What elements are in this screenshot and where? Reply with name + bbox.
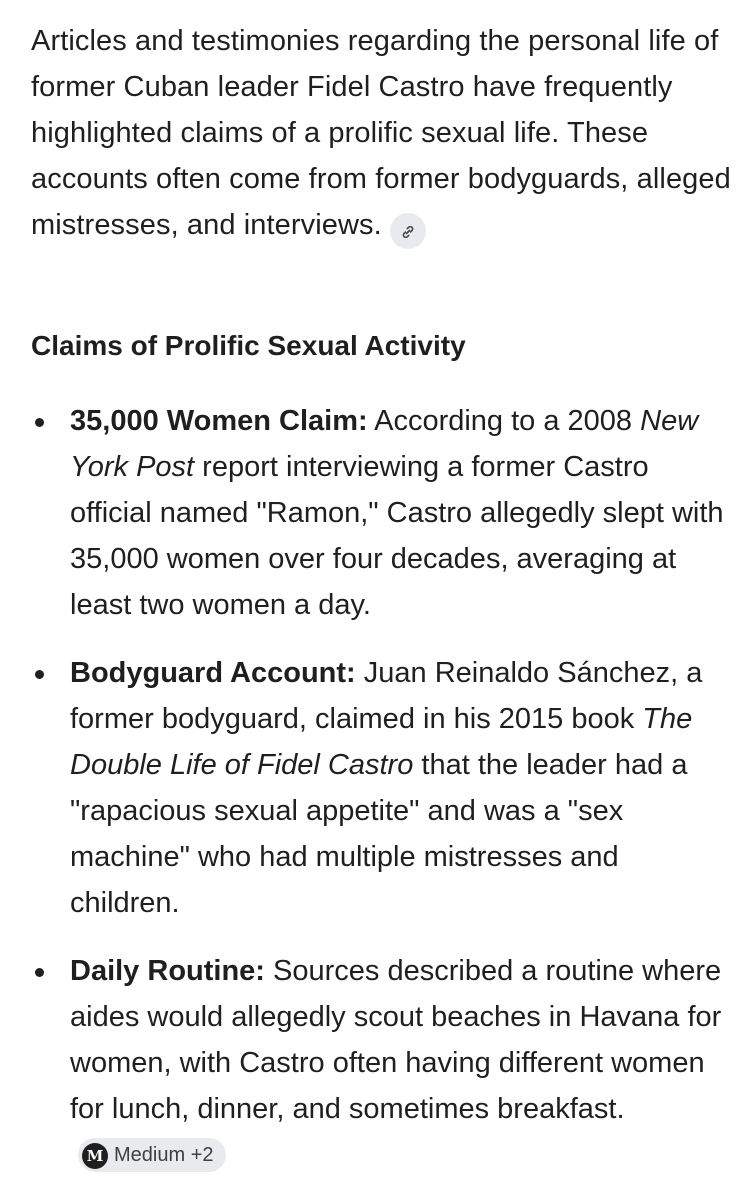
claim-text: According to a 2008 (367, 405, 641, 437)
claim-text: Juan Reinaldo Sánchez, a former bodyguard, claimed in his 2015 book (70, 657, 703, 735)
claim-italic-source: New York Post (70, 405, 699, 483)
intro-text: Articles and testimonies regarding the personal life of former Cuban leader Fidel Castro have frequently highlighted claims of a prolific sexual life. These accounts often come from former bodyguards, alleged mistresses, and interviews. (31, 25, 731, 241)
claim-title: 35,000 Women Claim: (70, 405, 368, 437)
bullet-dot (35, 968, 44, 977)
claim-italic-book: The Double Life of Fidel Castro (70, 703, 693, 781)
claims-list (31, 398, 731, 1200)
claim-text: Sources described a routine where aides would allegedly scout beaches in Havana for women, with Castro often having different women for lunch, dinner, and sometimes breakfast. (70, 955, 722, 1125)
list-item (31, 398, 731, 628)
list-item (31, 948, 731, 1178)
medium-logo-icon: M (82, 1143, 108, 1169)
response-content (31, 18, 731, 1166)
claim-title: Bodyguard Account: (70, 657, 356, 689)
claim-title: Daily Routine: (70, 955, 265, 987)
list-item (31, 650, 731, 926)
claim-text: report interviewing a former Castro official named "Ramon," Castro allegedly slept with 35,000 women over four decades, averaging at least two women a day. (70, 451, 724, 621)
claim-text: that the leader had a "rapacious sexual appetite" and was a "sex machine" who had multiple mistresses and children. (70, 749, 688, 919)
link-chip-button[interactable] (390, 213, 426, 249)
source-chip-label: Medium +2 (114, 1144, 214, 1166)
source-chip-button[interactable] (78, 1138, 226, 1172)
link-icon (400, 224, 416, 240)
intro-paragraph (31, 18, 731, 249)
bullet-dot (35, 418, 44, 427)
bullet-dot (35, 670, 44, 679)
section-heading: Claims of Prolific Sexual Activity (31, 330, 466, 361)
